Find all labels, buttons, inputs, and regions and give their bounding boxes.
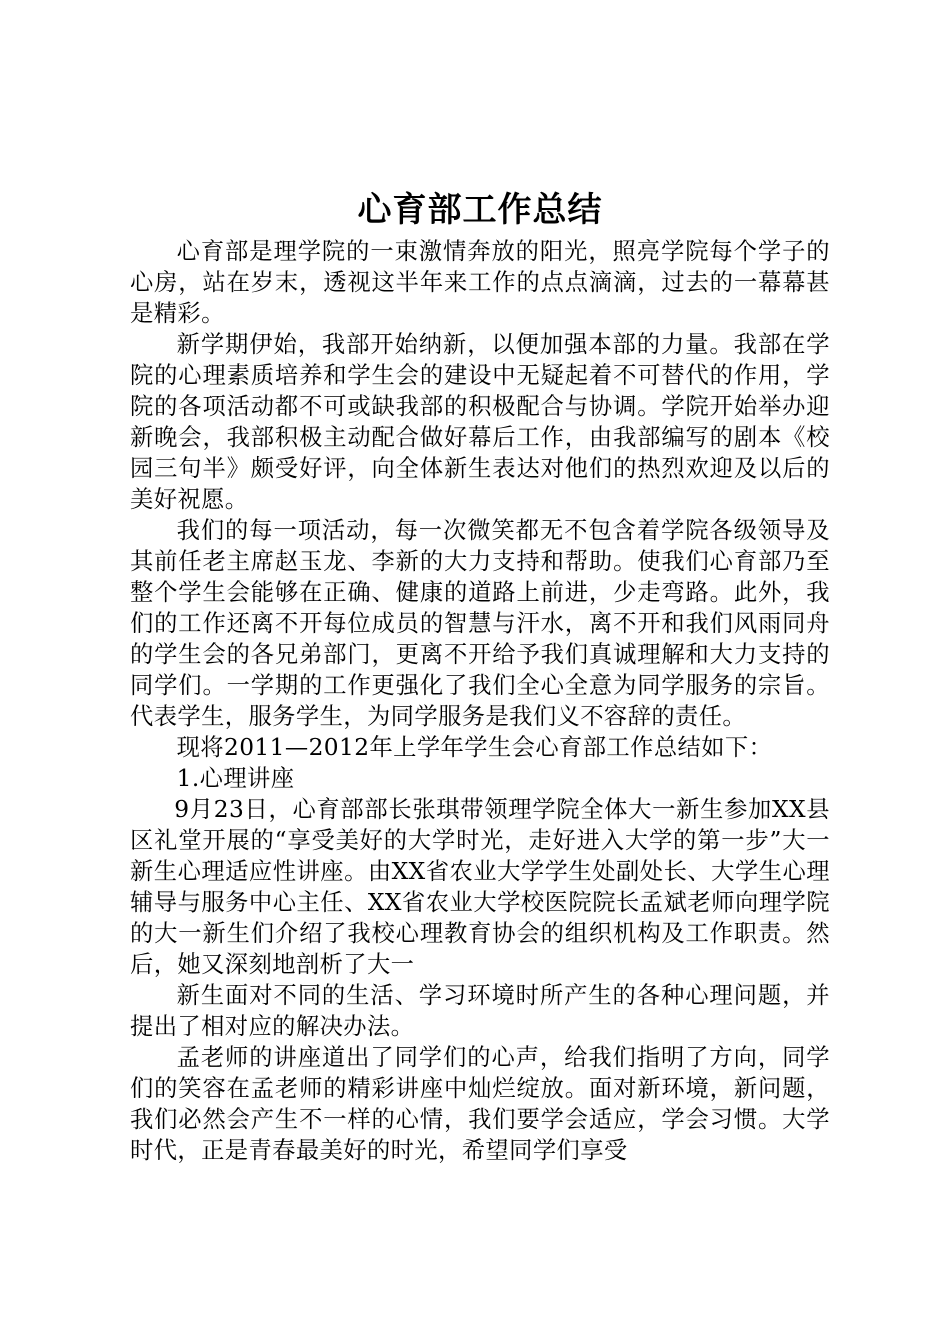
- section-heading-psych-lecture: 1.心理讲座: [176, 765, 295, 792]
- document-page: [130, 188, 830, 1166]
- paragraph-lecture-reflection: 孟老师的讲座道出了同学们的心声，给我们指明了方向，同学们的笑容在孟老师的精彩讲座中灿烂绽放。面对新环境，新问题，我们必然会产生不一样的心情，我们要学会适应，学会习惯。大学时代，正是青春最美好的时光，希望同学们享受: [130, 1044, 830, 1164]
- paragraph-acknowledgement: 我们的每一项活动，每一次微笑都无不包含着学院各级领导及其前任老主席赵玉龙、李新的大力支持和帮助。使我们心育部乃至整个学生会能够在正确、健康的道路上前进，少走弯路。此外，我们的工作还离不开每位成员的智慧与汗水，离不开和我们风雨同舟的学生会的各兄弟部门，更离不开给予我们真诚理解和大力支持的同学们。一学期的工作更强化了我们全心全意为同学服务的宗旨。代表学生，服务学生，为同学服务是我们义不容辞的责任。: [130, 517, 830, 730]
- paragraph-lecture-details: 9月23日，心育部部长张琪带领理学院全体大一新生参加XX县区礼堂开展的“享受美好的大学时光，走好进入大学的第一步”大一新生心理适应性讲座。由XX省农业大学学生处副处长、大学生心理辅导与服务中心主任、XX省农业大学校医院院长孟斌老师向理学院的大一新生们介绍了我校心理教育协会的组织机构及工作职责。然后，她又深刻地剖析了大一: [130, 796, 830, 978]
- document-title: 心育部工作总结: [357, 190, 603, 230]
- paragraph-intro: 心育部是理学院的一束激情奔放的阳光，照亮学院每个学子的心房，站在岁末，透视这半年来工作的点点滴滴，过去的一幕幕甚是精彩。: [130, 238, 830, 327]
- paragraph-new-semester: 新学期伊始，我部开始纳新，以便加强本部的力量。我部在学院的心理素质培养和学生会的建设中无疑起着不可替代的作用，学院的各项活动都不可或缺我部的积极配合与协调。学院开始举办迎新晚会，我部积极主动配合做好幕后工作，由我部编写的剧本《校园三句半》颇受好评，向全体新生表达对他们的热烈欢迎及以后的美好祝愿。: [130, 331, 830, 513]
- paragraph-lecture-continued: 新生面对不同的生活、学习环境时所产生的各种心理问题，并提出了相对应的解决办法。: [130, 982, 830, 1040]
- paragraph-summary-intro: 现将2011—2012年上学年学生会心育部工作总结如下：: [176, 734, 773, 761]
